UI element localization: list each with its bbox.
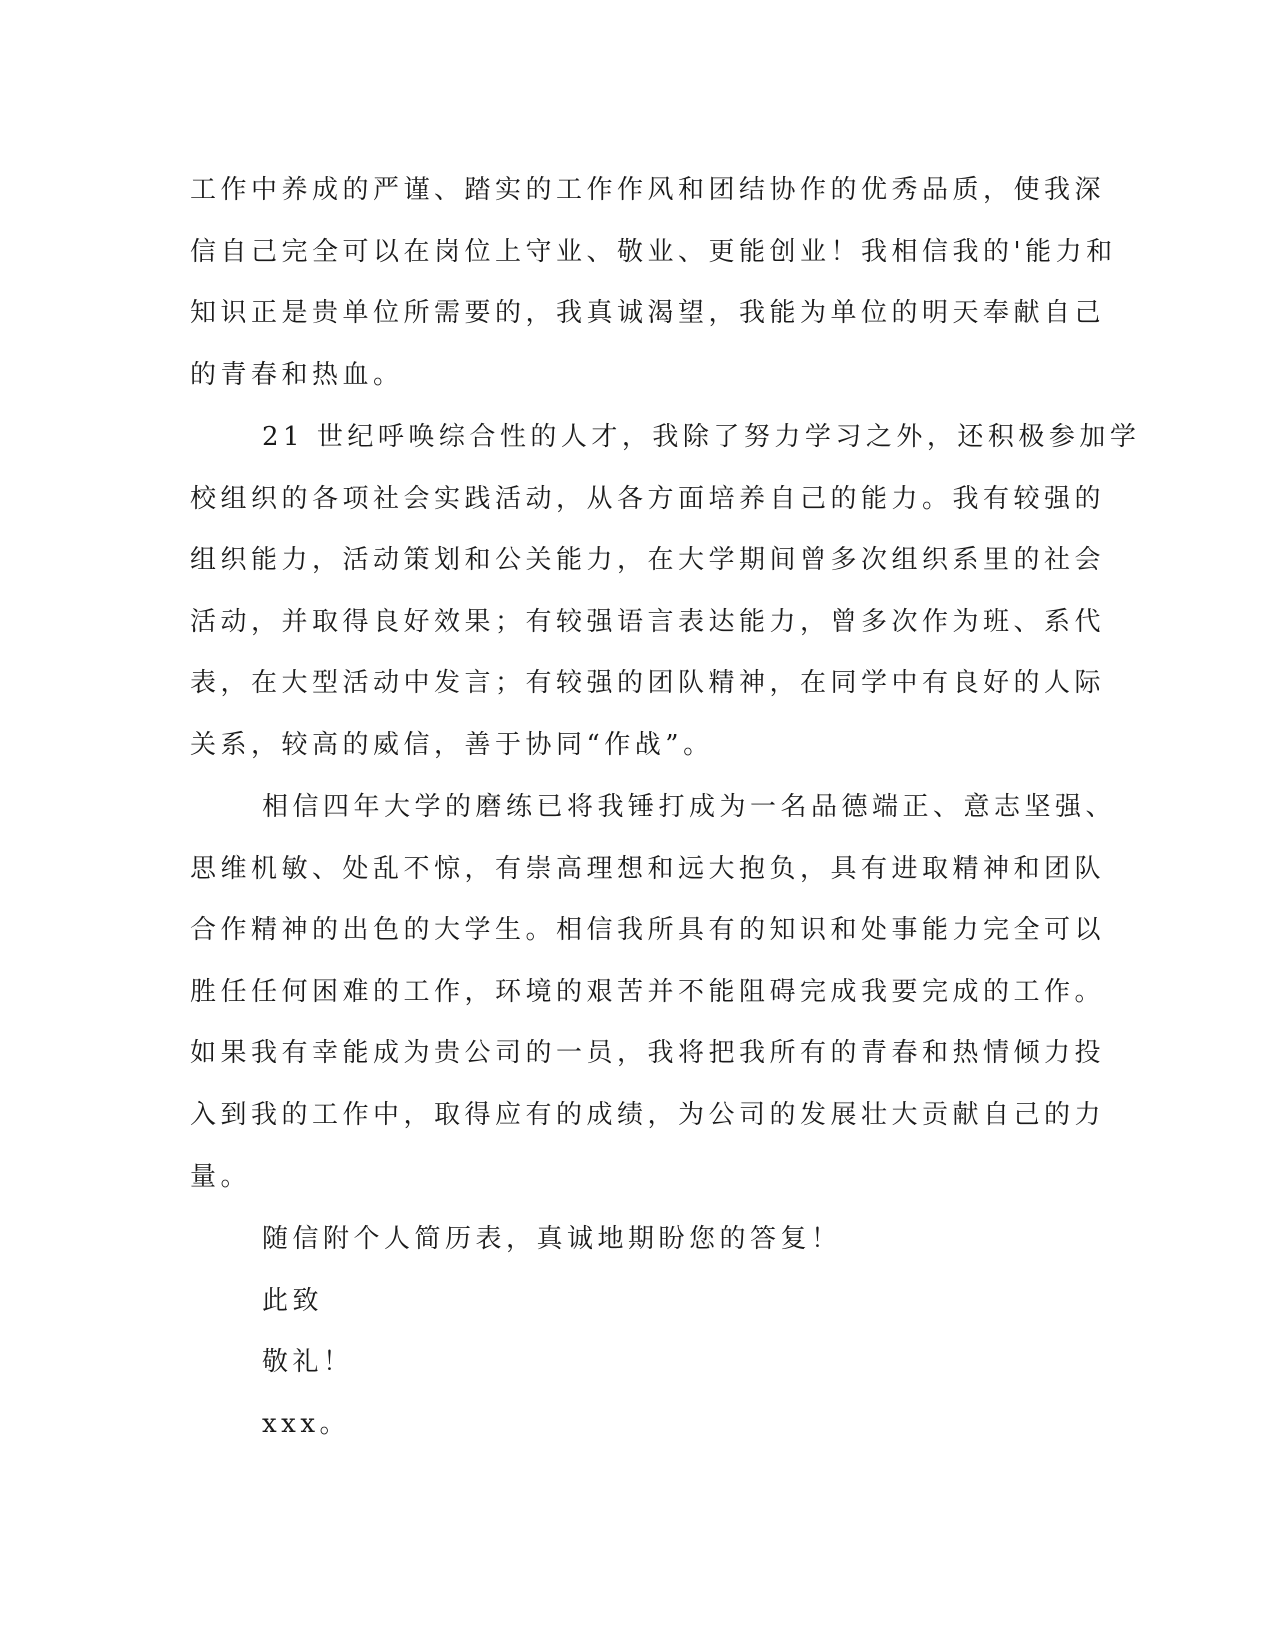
body-line-9: 表，在大型活动中发言；有较强的团队精神，在同学中有良好的人际 (190, 668, 1106, 698)
body-line-10: 关系，较高的威信，善于协同“作战”。 (190, 730, 714, 760)
body-line-16: 入到我的工作中，取得应有的成绩，为公司的发展壮大贡献自己的力 (190, 1100, 1106, 1130)
body-line-15: 如果我有幸能成为贵公司的一员，我将把我所有的青春和热情倾力投 (190, 1038, 1106, 1068)
body-line-17: 量。 (190, 1162, 252, 1192)
closing-line: 随信附个人简历表，真诚地期盼您的答复！ (262, 1224, 842, 1254)
body-line-14: 胜任任何困难的工作，环境的艰苦并不能阻碍完成我要完成的工作。 (190, 977, 1106, 1007)
body-line-6: 校组织的各项社会实践活动，从各方面培养自己的能力。我有较强的 (190, 484, 1106, 514)
body-line-11: 相信四年大学的磨练已将我锤打成为一名品德端正、意志坚强、 (262, 792, 1117, 822)
body-line-8: 活动，并取得良好效果；有较强语言表达能力，曾多次作为班、系代 (190, 607, 1106, 637)
body-line-13: 合作精神的出色的大学生。相信我所具有的知识和处事能力完全可以 (190, 915, 1106, 945)
regards-line: 敬礼！ (262, 1347, 354, 1377)
salutation-line: 此致 (262, 1286, 324, 1316)
body-line-5: 21 世纪呼唤综合性的人才，我除了努力学习之外，还积极参加学 (262, 422, 1141, 452)
signature-line: xxx。 (262, 1409, 350, 1439)
body-line-4: 的青春和热血。 (190, 360, 404, 390)
body-line-7: 组织能力，活动策划和公关能力，在大学期间曾多次组织系里的社会 (190, 545, 1106, 575)
body-line-3: 知识正是贵单位所需要的，我真诚渴望，我能为单位的明天奉献自己 (190, 298, 1106, 328)
body-line-12: 思维机敏、处乱不惊，有崇高理想和远大抱负，具有进取精神和团队 (190, 854, 1106, 884)
body-line-1: 工作中养成的严谨、踏实的工作作风和团结协作的优秀品质，使我深 (190, 175, 1106, 205)
body-line-2: 信自己完全可以在岗位上守业、敬业、更能创业！我相信我的'能力和 (190, 237, 1117, 267)
